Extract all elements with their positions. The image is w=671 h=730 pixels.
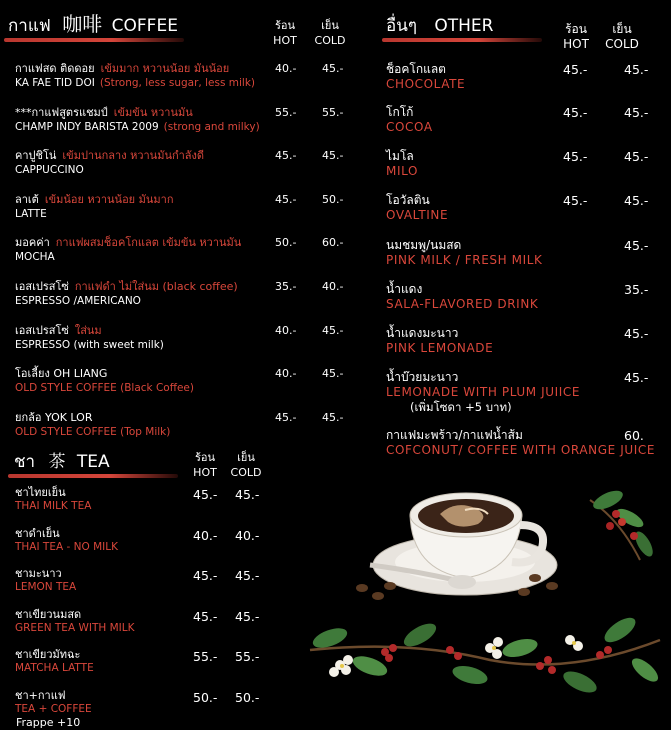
coffee-item-th-note: กาแฟดำ ไม่ใส่นม (black coffee) (74, 280, 238, 293)
coffee-item-en: ESPRESSO (with sweet milk) (15, 338, 164, 351)
tea-item-en: GREEN TEA WITH MILK (15, 621, 135, 634)
coffee-item-en: CHAMP INDY BARISTA 2009 (15, 120, 159, 133)
other-item-cold-price: 45.- (624, 193, 649, 208)
tea-title-th: ชา (14, 452, 36, 472)
coffee-item-th: ***กาแฟสูตรแชมป์ (15, 105, 108, 119)
coffee-item-th-note: เข้มปานกลาง หวานมันกำลังดี (62, 149, 205, 163)
coffee-item-th-note: กาแฟผสมช็อคโกแลต เข้มข้น หวานมัน (55, 236, 242, 250)
coffee-item-th-note: เข้มน้อย หวานน้อย มันมาก (44, 192, 174, 206)
coffee-title-underline (4, 38, 184, 42)
other-item-cold-price: 45.- (624, 105, 649, 120)
other-cold-header (602, 22, 642, 52)
tea-title-underline (8, 474, 178, 478)
other-item-th: น้ำแดงมะนาว (386, 326, 459, 340)
coffee-item-th-note: เข้มมาก หวานน้อย มันน้อย (100, 62, 230, 75)
tea-item-cold-price: 45.- (235, 487, 260, 502)
other-item-en: LEMONADE WITH PLUM JUIICE (386, 385, 581, 399)
other-item-sub: (เพิ่มโซดา +5 บาท) (410, 400, 512, 414)
coffee-hot-th: ร้อน (274, 19, 296, 32)
tea-cold-header (226, 450, 266, 480)
coffee-item-name-en (15, 425, 170, 439)
coffee-item-hot-price: 40.- (275, 62, 297, 75)
tea-item-cold-price: 55.- (235, 649, 260, 664)
tea-footer-note: Frappe +10 (16, 716, 81, 729)
other-section-title (386, 16, 493, 36)
coffee-item-hot-price: 40.- (275, 367, 297, 381)
tea-item-th: ชาเขียวนมสด (15, 607, 82, 621)
coffee-title-th: กาแฟ (8, 16, 51, 36)
other-hot-th: ร้อน (565, 22, 587, 36)
coffee-item-en-note: (strong and milky) (163, 120, 260, 133)
coffee-item-th: เอสเปรสโซ่ (15, 323, 69, 337)
tea-item-en: MATCHA LATTE (15, 662, 94, 674)
tea-item-en: LEMON TEA (15, 581, 77, 593)
coffee-item-th: ยกล้อ YOK LOR (15, 410, 93, 424)
coffee-cold-header (310, 18, 350, 48)
coffee-cold-en: COLD (314, 34, 346, 47)
other-item-th: ช็อคโกแลต (386, 62, 446, 76)
coffee-item-name-th (15, 324, 102, 338)
tea-title-en: TEA (76, 452, 110, 472)
other-cold-th: เย็น (612, 22, 632, 36)
other-item-hot-price: 45.- (563, 105, 588, 120)
other-item-en: OVALTINE (386, 208, 449, 222)
other-item-hot-price: 45.- (563, 62, 588, 77)
other-item-cold-price: 45.- (624, 149, 649, 164)
tea-item-th: ชา+กาแฟ (15, 688, 66, 702)
coffee-item-name-en (15, 207, 47, 221)
coffee-hot-header (268, 18, 302, 48)
other-item-en: CHOCOLATE (386, 77, 466, 91)
coffee-item-th: คาปูชิโน่ (15, 149, 57, 163)
coffee-item-en: LATTE (15, 207, 47, 220)
other-item-th: กาแฟมะพร้าว/กาแฟน้ำส้ม (386, 428, 523, 442)
coffee-item-name-en (15, 120, 260, 134)
coffee-item-cold-price: 45.- (322, 367, 344, 381)
other-item-hot-price: 45.- (563, 193, 588, 208)
coffee-cup-illustration (290, 470, 671, 724)
tea-item-th: ชาเขียวมัทฉะ (15, 648, 81, 661)
coffee-item-cold-price: 55.- (322, 105, 344, 119)
coffee-cold-th: เย็น (321, 19, 339, 32)
coffee-item-hot-price: 55.- (275, 105, 297, 119)
coffee-item-th-note: เข้มข้น หวานมัน (113, 105, 193, 119)
other-hot-en: HOT (563, 37, 589, 51)
coffee-item-en-note: (Strong, less sugar, less milk) (99, 77, 255, 89)
coffee-item-cold-price: 45.- (322, 410, 344, 424)
other-hot-header (558, 22, 594, 52)
coffee-item-hot-price: 45.- (275, 149, 297, 163)
other-title-en: OTHER (434, 16, 494, 36)
other-item-cold-price: 45.- (624, 238, 649, 253)
tea-item-en: THAI TEA - NO MILK (15, 540, 118, 553)
tea-item-en: THAI MILK TEA (15, 500, 92, 512)
coffee-item-cold-price: 40.- (322, 280, 344, 293)
coffee-item-name-en (15, 294, 141, 308)
coffee-title-cn: 咖啡 (62, 12, 103, 36)
coffee-item-cold-price: 45.- (322, 62, 344, 75)
other-item-en: PINK MILK / FRESH MILK (386, 253, 543, 267)
coffee-title-en: COFFEE (111, 16, 178, 36)
coffee-item-th: เอสเปรสโซ่ (15, 280, 69, 293)
coffee-hot-en: HOT (273, 34, 297, 47)
other-item-th: โอวัลติน (386, 193, 430, 207)
coffee-item-en: OLD STYLE COFFEE (Black Coffee) (15, 382, 194, 395)
tea-item-hot-price: 45.- (193, 568, 218, 583)
tea-item-cold-price: 50.- (235, 689, 260, 705)
coffee-item-cold-price: 50.- (322, 192, 344, 206)
tea-hot-th: ร้อน (194, 451, 216, 464)
coffee-item-name-th (15, 367, 107, 381)
coffee-item-en: KA FAE TID DOI (15, 77, 95, 89)
tea-item-cold-price: 45.- (235, 568, 260, 583)
coffee-item-name-th (15, 149, 204, 163)
other-item-en: SALA-FLAVORED DRINK (386, 297, 539, 311)
coffee-item-hot-price: 45.- (275, 410, 297, 424)
other-item-hot-price: 45.- (563, 149, 588, 164)
other-title-underline (382, 38, 542, 42)
other-item-th: นมชมพู/นมสด (386, 238, 462, 252)
tea-title-cn: 茶 (48, 452, 66, 472)
coffee-item-cold-price: 60.- (322, 236, 344, 250)
other-item-cold-price: 60. (624, 428, 644, 443)
other-item-cold-price: 45.- (624, 326, 649, 341)
other-item-en: COCOA (386, 120, 433, 134)
coffee-item-cold-price: 45.- (322, 323, 344, 337)
coffee-item-en: ESPRESSO /AMERICANO (15, 295, 141, 307)
coffee-item-hot-price: 40.- (275, 323, 297, 337)
coffee-item-th: มอคค่า (15, 236, 50, 250)
tea-cold-th: เย็น (237, 451, 255, 464)
other-item-en: COFCONUT/ COFFEE WITH ORANGE JUICE (386, 443, 656, 457)
coffee-item-name-th (15, 62, 229, 76)
coffee-item-th-note: ใส่นม (74, 323, 102, 337)
other-cold-en: COLD (605, 37, 639, 51)
coffee-item-cold-price: 45.- (322, 149, 344, 163)
tea-item-th: ชามะนาว (15, 567, 62, 580)
other-item-th: โกโก้ (386, 105, 414, 119)
coffee-item-hot-price: 50.- (275, 236, 297, 250)
tea-item-hot-price: 45.- (193, 608, 218, 624)
coffee-item-name-en (15, 76, 255, 90)
coffee-item-name-en (15, 163, 84, 177)
coffee-item-name-th (15, 280, 238, 294)
tea-item-hot-price: 55.- (193, 649, 218, 664)
other-item-cold-price: 35.- (624, 282, 649, 297)
tea-item-hot-price: 50.- (193, 689, 218, 705)
coffee-item-en: CAPPUCCINO (15, 164, 84, 177)
tea-hot-en: HOT (193, 466, 217, 479)
tea-item-cold-price: 45.- (235, 608, 260, 624)
tea-item-cold-price: 40.- (235, 527, 260, 543)
coffee-item-th: กาแฟสด ติดดอย (15, 62, 95, 75)
coffee-item-th: ลาเต้ (15, 192, 39, 206)
coffee-item-name-th (15, 411, 92, 425)
tea-cold-en: COLD (230, 466, 262, 479)
coffee-item-name-th (15, 193, 173, 207)
tea-item-hot-price: 40.- (193, 527, 218, 543)
other-item-cold-price: 45.- (624, 62, 649, 77)
tea-item-en: TEA + COFFEE (15, 702, 92, 715)
tea-item-th: ชาไทยเย็น (15, 486, 66, 499)
other-item-th: ไมโล (386, 149, 414, 163)
coffee-item-en: MOCHA (15, 251, 55, 264)
coffee-item-hot-price: 35.- (275, 280, 297, 293)
coffee-item-hot-price: 45.- (275, 192, 297, 206)
other-title-th: อื่นๆ (386, 16, 417, 36)
coffee-item-th: โอเลี้ยง OH LIANG (15, 367, 108, 381)
coffee-item-name-en (15, 338, 164, 352)
coffee-item-name-en (15, 250, 55, 264)
tea-section-title (14, 452, 110, 472)
other-item-en: PINK LEMONADE (386, 341, 494, 355)
coffee-item-en: OLD STYLE COFFEE (Top Milk) (15, 425, 171, 438)
tea-hot-header (188, 450, 222, 480)
coffee-item-name-th (15, 236, 241, 250)
coffee-item-name-th (15, 106, 193, 120)
other-item-cold-price: 45.- (624, 370, 649, 385)
tea-item-hot-price: 45.- (193, 487, 218, 502)
other-item-en: MILO (386, 164, 418, 178)
coffee-item-name-en (15, 381, 194, 395)
other-item-th: น้ำบ๊วยมะนาว (386, 370, 459, 384)
coffee-section-title (8, 14, 178, 36)
other-item-th: น้ำแดง (386, 282, 423, 296)
tea-item-th: ชาดำเย็น (15, 526, 60, 540)
